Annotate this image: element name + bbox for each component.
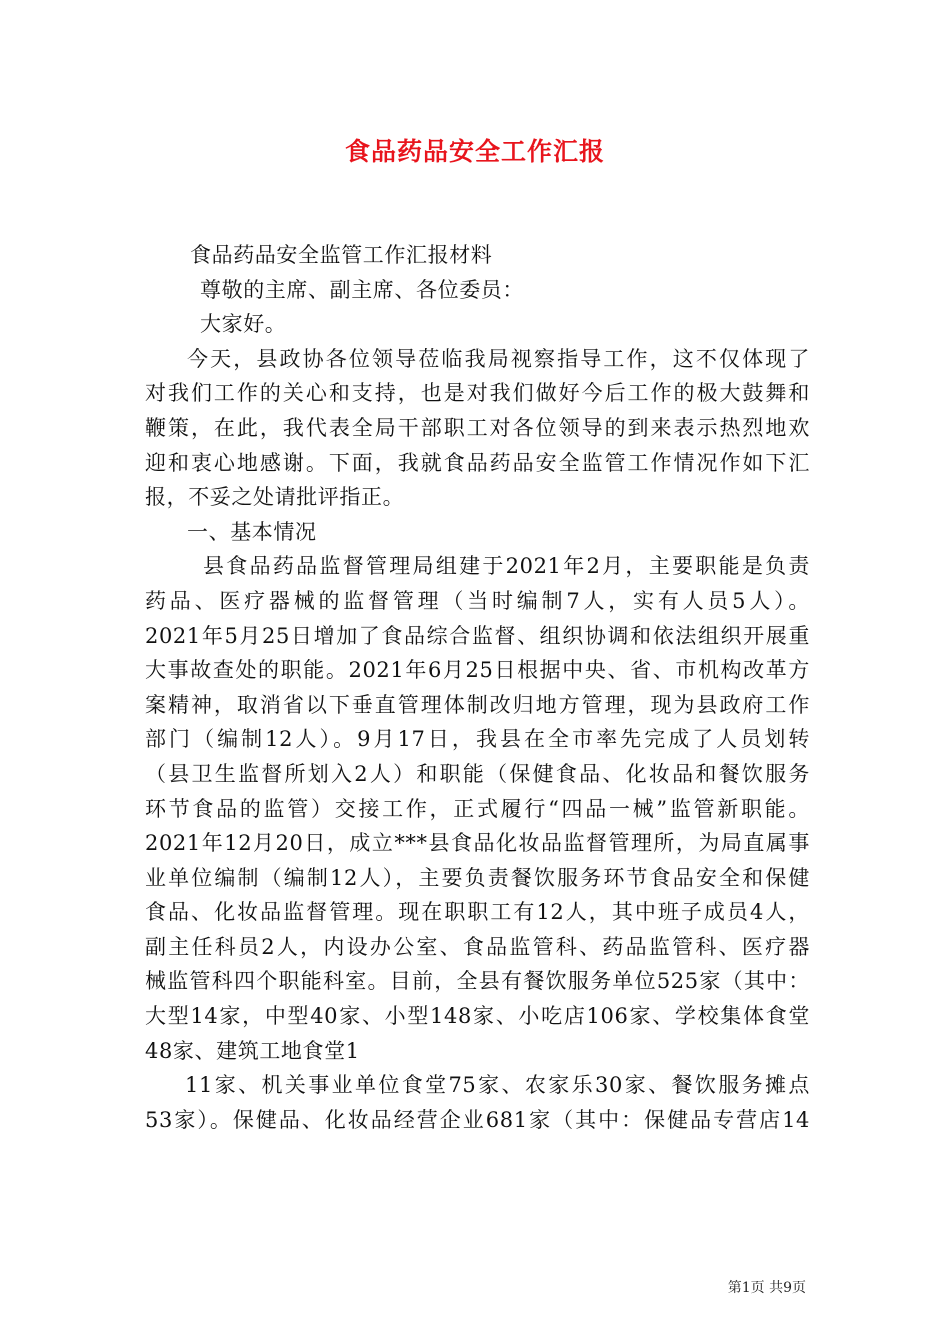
body-line: 尊敬的主席、副主席、各位委员：	[200, 277, 524, 302]
body-line: 大家好。	[200, 312, 287, 337]
body-line: 对我们工作的关心和支持，也是对我们做好今后工作的极大鼓舞和	[145, 381, 810, 406]
body-line: 大型14家，中型40家、小型148家、小吃店106家、学校集体食堂	[145, 1004, 810, 1029]
body-line: 食品药品安全监管工作汇报材料	[190, 243, 493, 267]
body-line: 械监管科四个职能科室。目前，全县有餐饮服务单位525家（其中：	[145, 969, 810, 994]
body-line: 今天，县政协各位领导莅临我局视察指导工作，这不仅体现了	[187, 346, 810, 371]
body-line: 迎和衷心地感谢。下面，我就食品药品安全监管工作情况作如下汇	[145, 450, 810, 475]
body-line: （县卫生监督所划入2人）和职能（保健食品、化妆品和餐饮服务	[145, 761, 810, 786]
body-line: 案精神，取消省以下垂直管理体制改归地方管理，现为县政府工作	[145, 692, 810, 717]
section-heading: 一、基本情况	[187, 519, 317, 544]
body-line: 副主任科员2人，内设办公室、食品监管科、药品监管科、医疗器	[145, 934, 810, 959]
body-line: 药品、医疗器械的监督管理（当时编制7人，实有人员5人）。	[145, 588, 810, 613]
body-line: 业单位编制（编制12人），主要负责餐饮服务环节食品安全和保健	[145, 865, 810, 890]
body-line: 环节食品的监管）交接工作，正式履行“四品一械”监管新职能。	[145, 796, 810, 821]
body-line: 大事故查处的职能。2021年6月25日根据中央、省、市机构改革方	[145, 658, 810, 683]
body-line: 48家、建筑工地食堂1	[145, 1038, 360, 1063]
body-line: 部门（编制12人）。9月17日，我县在全市率先完成了人员划转	[145, 727, 810, 752]
body-line: 鞭策，在此，我代表全局干部职工对各位领导的到来表示热烈地欢	[145, 415, 810, 440]
document-title: 食品药品安全工作汇报	[344, 137, 605, 166]
body-line: 11家、机关事业单位食堂75家、农家乐30家、餐饮服务摊点	[185, 1073, 810, 1098]
body-line: 2021年5月25日增加了食品综合监督、组织协调和依法组织开展重	[145, 623, 810, 648]
body-line: 食品、化妆品监督管理。现在职职工有12人，其中班子成员4人，	[145, 900, 810, 925]
body-line: 报，不妥之处请批评指正。	[145, 485, 405, 510]
page-number: 第1页 共9页	[727, 1280, 806, 1296]
body-line: 2021年12月20日，成立***县食品化妆品监督管理所，为局直属事	[145, 831, 810, 856]
body-line: 县食品药品监督管理局组建于2021年2月，主要职能是负责	[203, 554, 810, 579]
document-body	[145, 238, 810, 1137]
body-line: 53家）。保健品、化妆品经营企业681家（其中：保健品专营店14	[145, 1107, 810, 1132]
